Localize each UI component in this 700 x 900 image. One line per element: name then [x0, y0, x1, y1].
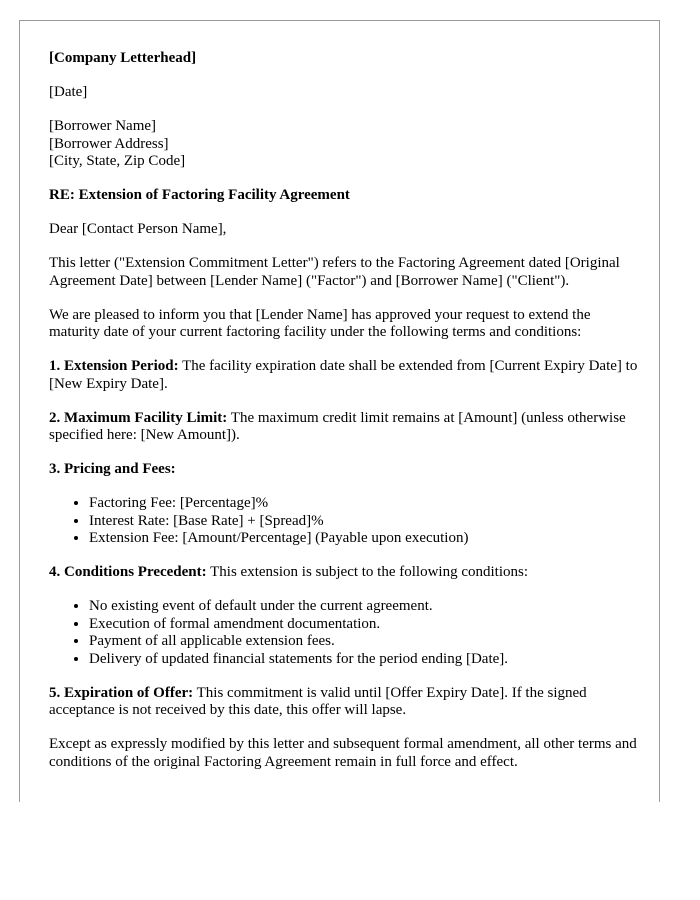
borrower-name: [Borrower Name] — [49, 118, 157, 134]
closing-paragraph: Except as expressly modified by this letter and subsequent formal amendment, all other terms and conditions of the original Factoring Agreement remain in full force and effect. — [49, 736, 637, 770]
section-heading: 2. Maximum Facility Limit: — [49, 409, 228, 426]
section-heading: 3. Pricing and Fees: — [49, 461, 176, 477]
pricing-fees-list — [49, 495, 639, 548]
intro-paragraph: This letter ("Extension Commitment Letter") refers to the Factoring Agreement dated [Original Agreement Date] between [Lender Name] ("Factor") and [Borrower Name] ("Client"). — [49, 255, 620, 289]
letter-page — [19, 20, 660, 802]
letter-body — [49, 50, 639, 788]
list-item: • Execution of formal amendment documentation. — [89, 616, 639, 634]
section-conditions-precedent — [49, 564, 639, 582]
list-item: • Extension Fee: [Amount/Percentage] (Payable upon execution) — [89, 530, 639, 548]
company-letterhead: [Company Letterhead] — [49, 50, 197, 66]
subject-line: RE: Extension of Factoring Facility Agreement — [49, 187, 350, 203]
salutation: Dear [Contact Person Name], — [49, 221, 227, 237]
announcement-paragraph: We are pleased to inform you that [Lender Name] has approved your request to extend the maturity date of your current factoring facility under the following terms and conditions: — [49, 306, 591, 340]
section-heading: 5. Expiration of Offer: — [49, 684, 194, 701]
list-item: • Factoring Fee: [Percentage]% — [89, 495, 639, 513]
section-maximum-facility-limit — [49, 410, 639, 445]
list-item: • Interest Rate: [Base Rate] + [Spread]% — [89, 513, 639, 531]
borrower-address: [Borrower Address] — [49, 135, 169, 152]
conditions-list — [49, 598, 639, 668]
section-pricing-and-fees — [49, 461, 639, 479]
list-item: • No existing event of default under the current agreement. — [89, 598, 639, 616]
section-heading: 1. Extension Period: — [49, 358, 179, 374]
section-heading: 4. Conditions Precedent: — [49, 564, 207, 580]
section-text: The maximum credit limit remains at [Amount] (unless otherwise specified here: [New Amount]). — [49, 409, 626, 443]
section-text: This commitment is valid until [Offer Expiry Date]. If the signed acceptance is not received by this date, this offer will lapse. — [49, 684, 587, 718]
borrower-city-state-zip: [City, State, Zip Code] — [49, 153, 186, 169]
section-expiration-of-offer — [49, 685, 639, 720]
recipient-address — [49, 118, 639, 171]
section-extension-period — [49, 358, 639, 393]
list-item: • Delivery of updated financial statements for the period ending [Date]. — [89, 651, 639, 669]
list-item: • Payment of all applicable extension fees. — [89, 633, 639, 651]
section-text: This extension is subject to the following conditions: — [206, 564, 529, 580]
section-text: The facility expiration date shall be extended from [Current Expiry Date] to [New Expiry Date]. — [49, 358, 638, 392]
letter-date: [Date] — [49, 84, 88, 100]
